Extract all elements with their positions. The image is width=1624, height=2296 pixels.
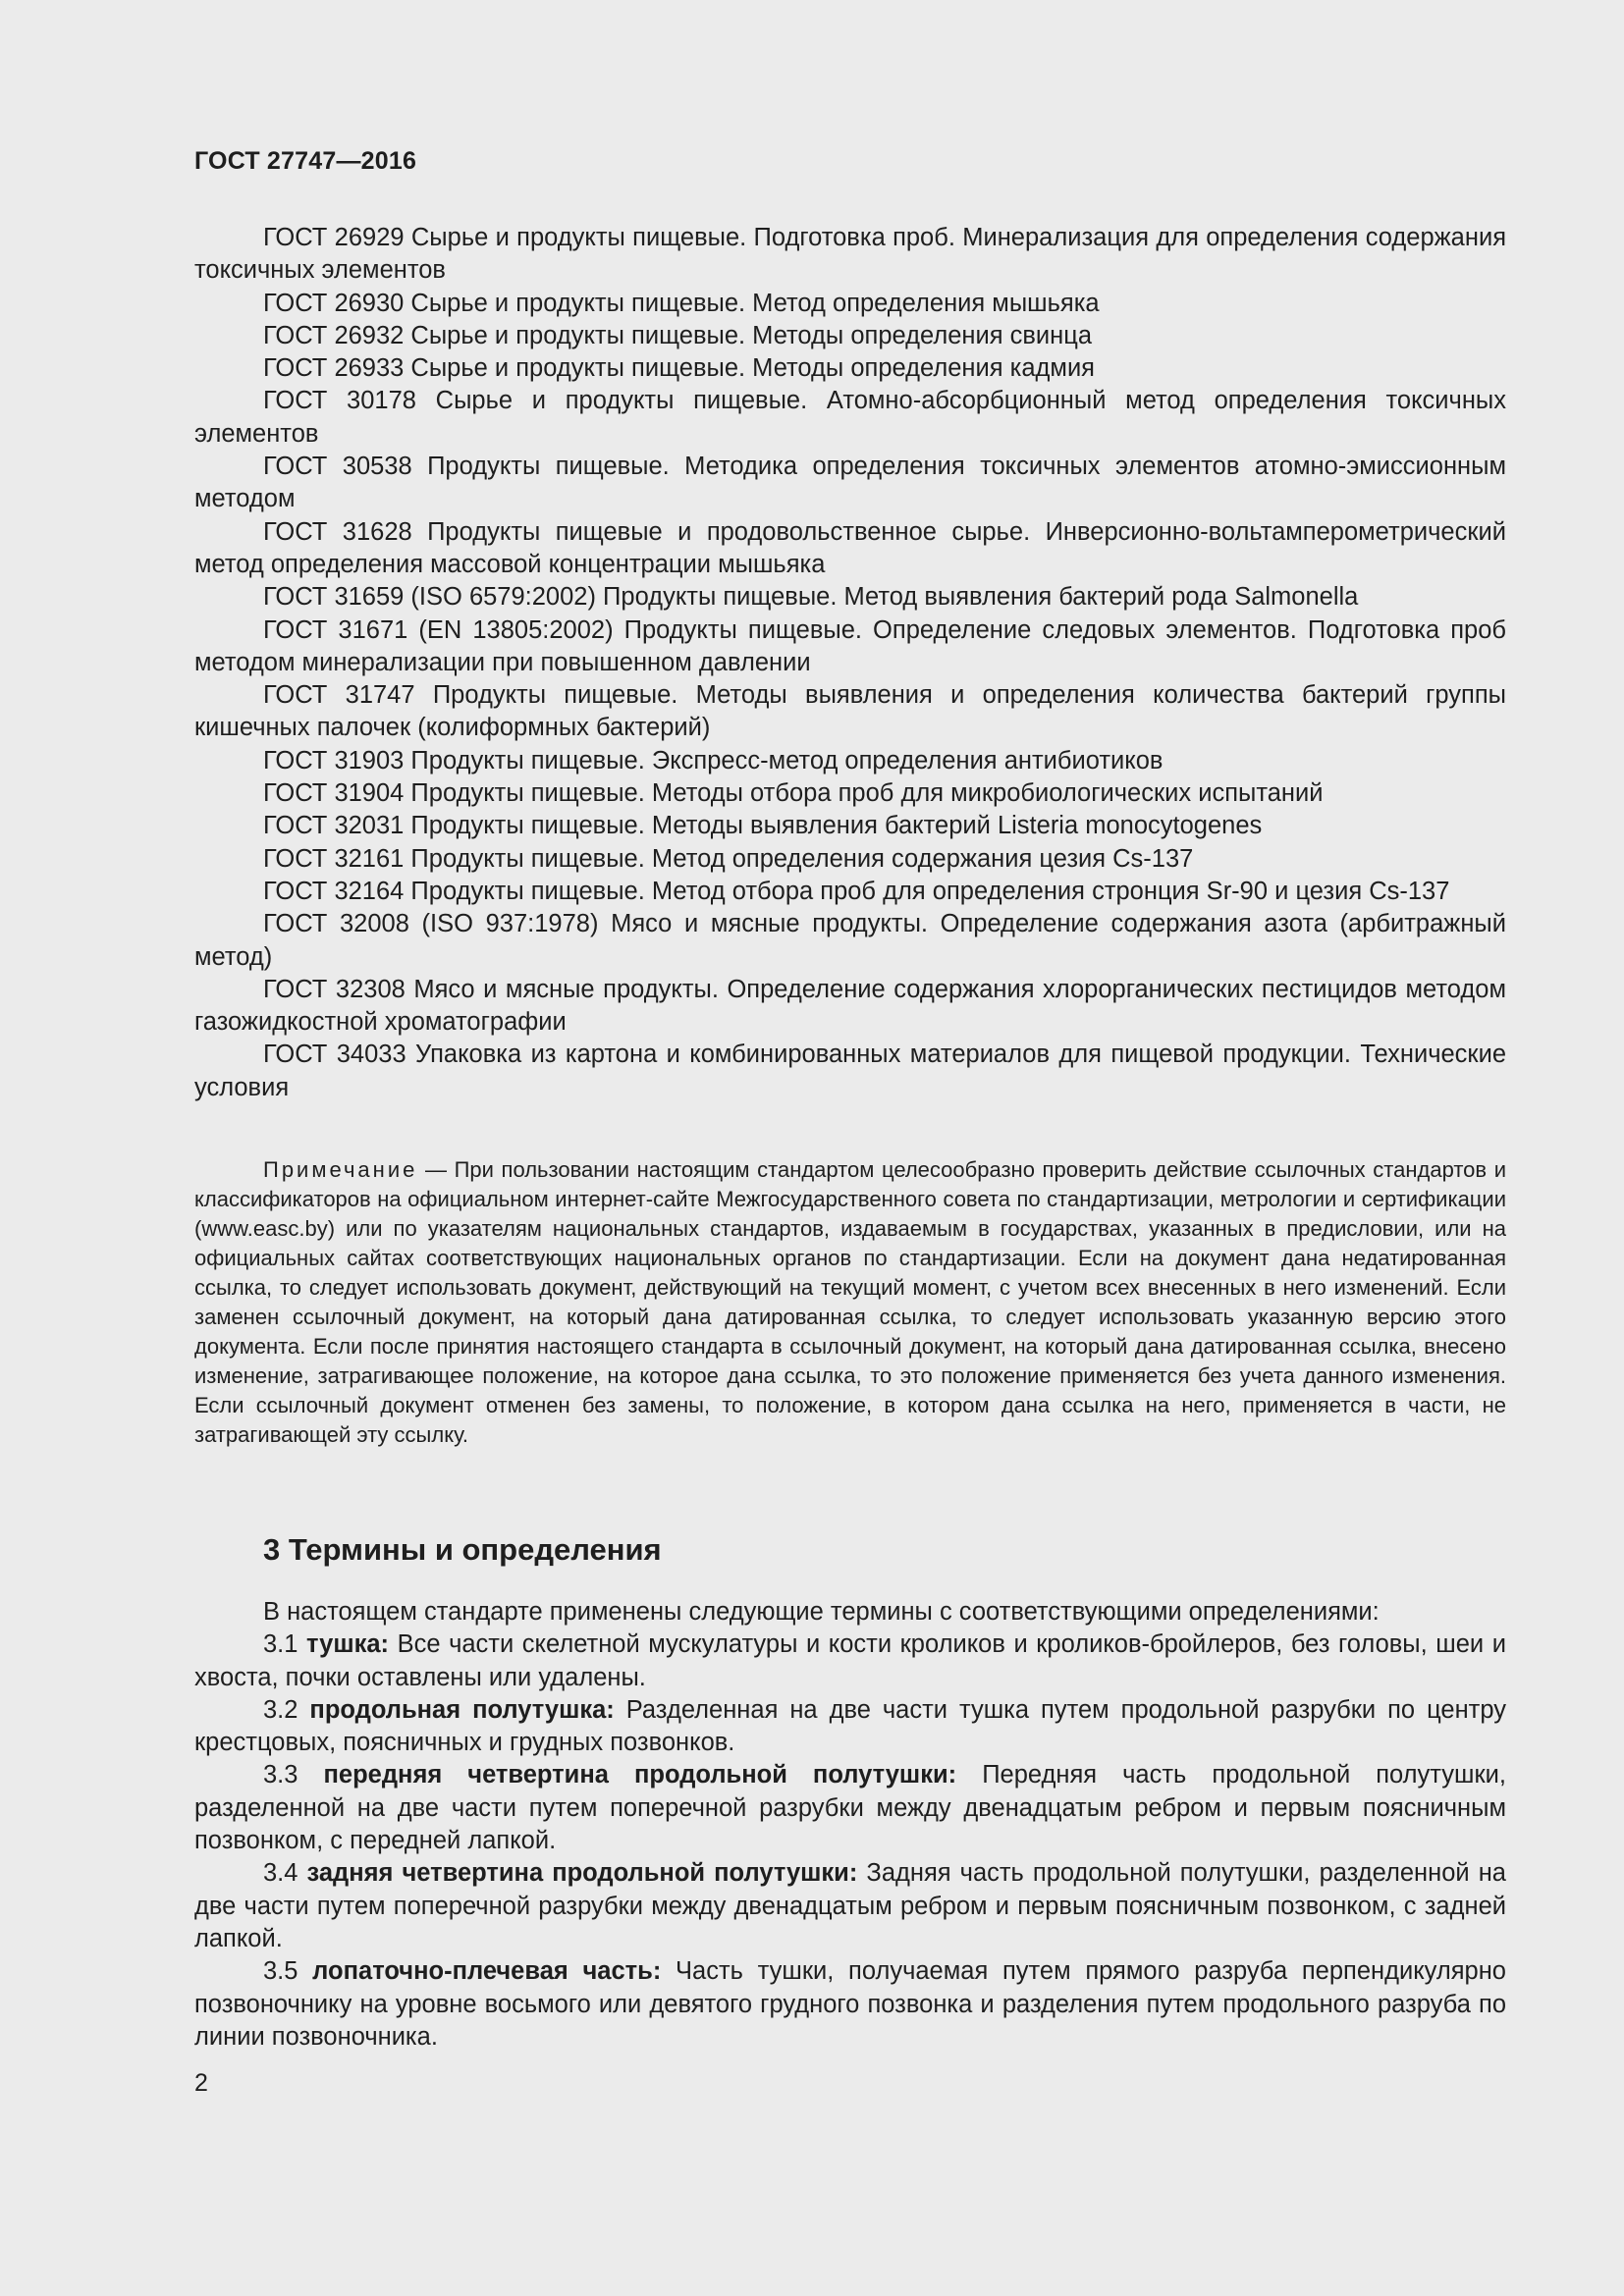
reference-item: ГОСТ 30178 Сырье и продукты пищевые. Атомно-абсорбционный метод определения токсичных элементов <box>194 387 1506 448</box>
reference-item: ГОСТ 31628 Продукты пищевые и продовольственное сырье. Инверсионно-вольтамперометрический метод определения массовой концентрации мышьяка <box>194 517 1506 578</box>
note-block <box>194 1155 1506 1450</box>
term-definition: Разделенная на две части тушка путем продольной разрубки по центру крестцовых, поясничных и грудных позвонков. <box>194 1695 1506 1757</box>
reference-item: ГОСТ 32008 (ISO 937:1978) Мясо и мясные продукты. Определение содержания азота (арбитражный метод) <box>194 910 1506 971</box>
note-text: — При пользовании настоящим стандартом целесообразно проверить действие ссылочных стандартов и классификаторов на официальном интернет-сайте Межгосударственного совета по стандартизации, метрологии и сертификации (www.easc.by) или по указателям национальных стандартов, издаваемым в государствах, указанных в предисловии, или на официальных сайтах соответствующих национальных органов по стандартизации. Если на документ дана недатированная ссылка, то следует использовать документ, действующий на текущий момент, с учетом всех внесенных в него изменений. Если заменен ссылочный документ, на который дана датированная ссылка, то следует использовать указанную версию этого документа. Если после принятия настоящего стандарта в ссылочный документ, на который дана датированная ссылка, внесено изменение, затрагивающее положение, на которое дана ссылка, то это положение применяется без учета данного изменения. Если ссылочный документ отменен без замены, то положение, в котором дана ссылка на него, применяется в части, не затрагивающей эту ссылку. <box>194 1157 1506 1447</box>
term-number: 3.5 <box>263 1957 313 1986</box>
reference-item: ГОСТ 26929 Сырье и продукты пищевые. Подготовка проб. Минерализация для определения содержания токсичных элементов <box>194 224 1506 285</box>
term-definition: Передняя часть продольной полутушки, разделенной на две части путем поперечной разрубки между двенадцатым ребром и первым поясничным позвонком, с передней лапкой. <box>194 1761 1506 1855</box>
term-number: 3.1 <box>263 1630 307 1659</box>
reference-item: ГОСТ 31903 Продукты пищевые. Экспресс-метод определения антибиотиков <box>263 746 1164 774</box>
term-number: 3.4 <box>263 1859 307 1888</box>
term-name: задняя четвертина продольной полутушки: <box>306 1859 858 1888</box>
term-item <box>194 1629 1506 1694</box>
reference-item: ГОСТ 31659 (ISO 6579:2002) Продукты пищевые. Метод выявления бактерий рода Salmonella <box>263 583 1359 612</box>
note-label: Примечание <box>263 1157 418 1182</box>
reference-item: ГОСТ 26932 Сырье и продукты пищевые. Методы определения свинца <box>263 321 1093 349</box>
term-name: передняя четвертина продольной полутушки: <box>323 1761 957 1789</box>
term-definition: Часть тушки, получаемая путем прямого разруба перпендикулярно позвоночнику на уровне восьмого или девятого грудного позвонка и разделения путем продольного разруба по линии позвоночника. <box>194 1957 1506 2051</box>
term-item <box>194 1857 1506 1955</box>
term-definition: Все части скелетной мускулатуры и кости кроликов и кроликов-бройлеров, без головы, шеи и хвоста, почки оставлены или удалены. <box>194 1630 1506 1691</box>
section-title: 3 Термины и определения <box>263 1532 662 1567</box>
term-name: тушка: <box>306 1630 390 1659</box>
terms-list <box>194 1596 1506 2054</box>
term-number: 3.3 <box>263 1761 324 1789</box>
reference-item: ГОСТ 32308 Мясо и мясные продукты. Определение содержания хлорорганических пестицидов методом газожидкостной хроматографии <box>194 975 1506 1037</box>
reference-item: ГОСТ 26930 Сырье и продукты пищевые. Метод определения мышьяка <box>263 289 1100 317</box>
term-item <box>194 1694 1506 1760</box>
term-definition: Задняя часть продольной полутушки, разделенной на две части путем поперечной разрубки между двенадцатым ребром и первым поясничным позвонком, с задней лапкой. <box>194 1859 1506 1952</box>
references-list <box>194 222 1506 1104</box>
reference-item: ГОСТ 32164 Продукты пищевые. Метод отбора проб для определения стронция Sr-90 и цезия Cs-137 <box>263 877 1450 905</box>
term-item <box>194 1955 1506 2054</box>
term-name: лопаточно-плечевая часть: <box>312 1957 662 1986</box>
reference-item: ГОСТ 31671 (EN 13805:2002) Продукты пищевые. Определение следовых элементов. Подготовка проб методом минерализации при повышенном давлении <box>194 615 1506 676</box>
section-intro: В настоящем стандарте применены следующие термины с соответствующими определениями: <box>263 1598 1380 1626</box>
reference-item: ГОСТ 31904 Продукты пищевые. Методы отбора проб для микробиологических испытаний <box>263 779 1324 808</box>
term-number: 3.2 <box>263 1695 310 1724</box>
reference-item: ГОСТ 32161 Продукты пищевые. Метод определения содержания цезия Cs-137 <box>263 844 1194 873</box>
reference-item: ГОСТ 30538 Продукты пищевые. Методика определения токсичных элементов атомно-эмиссионным методом <box>194 453 1506 513</box>
document-header: ГОСТ 27747—2016 <box>194 147 417 175</box>
reference-item: ГОСТ 32031 Продукты пищевые. Методы выявления бактерий Listeria monocytogenes <box>263 812 1263 840</box>
term-name: продольная полутушка: <box>309 1695 615 1724</box>
reference-item: ГОСТ 31747 Продукты пищевые. Методы выявления и определения количества бактерий группы кишечных палочек (колиформных бактерий) <box>194 681 1506 742</box>
reference-item: ГОСТ 26933 Сырье и продукты пищевые. Методы определения кадмия <box>263 354 1095 383</box>
page-number: 2 <box>194 2069 208 2097</box>
reference-item: ГОСТ 34033 Упаковка из картона и комбинированных материалов для пищевой продукции. Технические условия <box>194 1041 1506 1101</box>
term-item <box>194 1759 1506 1857</box>
